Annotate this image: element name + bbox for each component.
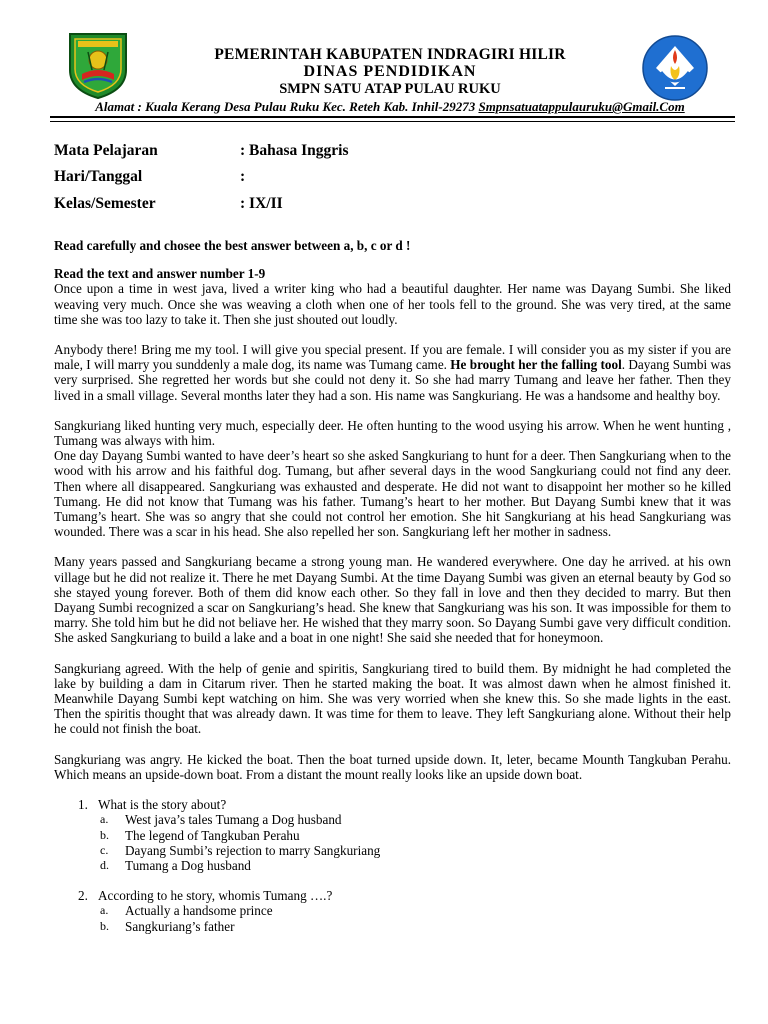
option-text: Actually a handsome prince: [125, 903, 273, 919]
option-text: Tumang a Dog husband: [125, 857, 251, 873]
option-letter: b.: [100, 827, 109, 842]
question-text: What is the story about?: [98, 797, 227, 813]
tut-wuri-handayani-icon: [641, 34, 709, 102]
option-letter: b.: [100, 918, 109, 933]
info-label: Hari/Tanggal: [54, 168, 143, 185]
header-divider-thin: [50, 121, 735, 122]
header-divider: [50, 116, 735, 118]
answer-option[interactable]: [54, 843, 731, 858]
question-number: 1.: [78, 797, 88, 813]
question-number: 2.: [78, 888, 88, 904]
info-value: : IX/II: [240, 195, 283, 212]
option-text: Sangkuriang’s father: [125, 918, 235, 934]
exam-content: [54, 238, 731, 934]
info-value: : Bahasa Inggris: [240, 142, 349, 159]
answer-option[interactable]: [54, 903, 731, 918]
government-line: PEMERINTAH KABUPATEN INDRAGIRI HILIR: [214, 46, 566, 63]
reading-heading: Read the text and answer number 1-9: [54, 266, 266, 282]
story-paragraph: One day Dayang Sumbi wanted to have deer’s heart so she asked Sangkuriang to hunt for a deer. Then Sangkuriang when to the wood with his arrow and his faithful dog. Tumang, but afher several days in the wood Sangkuriang could not find any deer. Then where all disappeared. Sangkuriang was exhausted and desperate. He did not want to disappoint her mother so he killed Tumang. He did not know that Tumang was his father. Tumang’s heart to her mother. But Dayang Sumbi knew that it was Tumang’s heart. She was so angry that she could not control her emotion. She hit Sangkuriang at his head Sangkuriang was wounded. There was a scar in his head. She also repelled her son. Sangkuriang left her mother in sadness.: [54, 448, 731, 540]
story-paragraph: [54, 342, 731, 403]
instruction: Read carefully and chosee the best answer between a, b, c or d !: [54, 238, 411, 253]
answer-option[interactable]: [54, 828, 731, 843]
story-paragraph: Once upon a time in west java, lived a writer king who had a beautiful daughter. Her name was Dayang Sumbi. She liked weaving very much. Once she was weaving a cloth when one of her tools fell to the ground. She was very tired, at the same time she was too lazy to take it. Then she just shouted out loudly.: [54, 281, 731, 327]
option-letter: a.: [100, 903, 109, 918]
story-paragraph: Sangkuriang liked hunting very much, especially deer. He often hunting to the wood usying his arrow. When he went hunting , Tumang was always with him.: [54, 417, 731, 449]
story-paragraph: Many years passed and Sangkuriang became a strong young man. He wandered everywhere. One day he arrived. at his own village but he did not realize it. There he met Dayang Sumbi. At the time Dayang Sumbi was given an eternal beauty by God so she stayed young forever. Both of them did know each other. So they fall in love and then they decided to marry. But then Dayang Sumbi recognized a scar on Sangkuriang’s head. She knew that Sangkuriang was his son. It was impossible for them to marry. She told him but he did not beliave her. He wished that they marry soon. So Dayang Sumbi gave very difficult condition. She asked Sangkuriang to build a lake and a boat in one night! She said she needed that for honeymoon.: [54, 554, 731, 646]
address-text: Alamat : Kuala Kerang Desa Pulau Ruku Kec. Reteh Kab. Inhil-29273: [95, 99, 479, 114]
option-letter: d.: [100, 857, 109, 872]
answer-option[interactable]: [54, 858, 731, 873]
school-address: [40, 99, 740, 114]
info-label: Kelas/Semester: [54, 195, 156, 212]
option-letter: a.: [100, 812, 109, 827]
email-link[interactable]: Smpnsatuatappulauruku@Gmail.Com: [478, 99, 685, 114]
option-text: West java’s tales Tumang a Dog husband: [125, 812, 342, 828]
option-letter: c.: [100, 842, 109, 857]
info-label: Mata Pelajaran: [54, 142, 158, 159]
question-2: [54, 888, 731, 934]
option-text: Dayang Sumbi’s rejection to marry Sangkuriang: [125, 842, 381, 858]
story-paragraph: Sangkuriang agreed. With the help of genie and spiritis, Sangkuriang tired to build them. By midnight he had completed the lake by building a dam in Citarum river. Then he started making the boat. It was almost dawn when he almost finished it. Meanwhile Dayang Sumbi kept watching on him. She was very worried when she knew this. So she made lights in the east. Then the spiritis thought that was already dawn. It was time for them to leave. They left Sangkuriang alone. Without their help he could not finish the boat.: [54, 660, 731, 737]
answer-option[interactable]: [54, 919, 731, 934]
info-value: :: [240, 168, 246, 185]
question-1: [54, 797, 731, 873]
option-text: The legend of Tangkuban Perahu: [125, 827, 300, 843]
question-text: According to he story, whomis Tumang ….?: [98, 888, 333, 904]
story-bold-text: He brought her the falling tool: [450, 357, 622, 373]
answer-option[interactable]: [54, 812, 731, 827]
story-paragraph: Sangkuriang was angry. He kicked the boat. Then the boat turned upside down. It, leter, became Mounth Tangkuban Perahu. Which means an upside-down boat. From a distant the mount really looks like an upside down boat.: [54, 751, 731, 782]
office-line: DINAS PENDIDIKAN: [303, 63, 477, 80]
story-text: . Dayang Sumbi was very surprised. She regretted her words but she could not deny it. So she had marry Tumang and leave her father. Then they lived in a small village. Several months later they had a son. His name was Sangkuriang. He was a handsome and healthy boy.: [54, 357, 731, 403]
school-name: SMPN SATU ATAP PULAU RUKU: [279, 81, 501, 97]
story-text: Anybody there! Bring me my tool. I will give you special present. If you are female. I will consider you as my sister if you are male, I will marry you sunddenly a male dog, its name was Tumang came.: [54, 342, 731, 373]
letterhead-title: [120, 46, 660, 98]
